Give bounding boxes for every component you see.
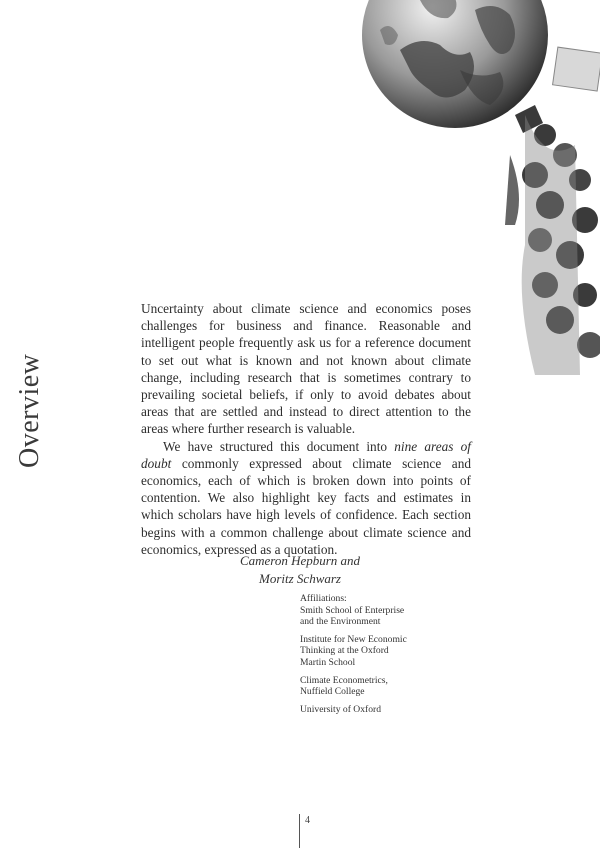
author-line: Moritz Schwarz: [259, 570, 341, 586]
page-number: 4: [305, 815, 310, 826]
author-names: [200, 552, 400, 587]
intro-paragraph: Uncertainty about climate science and economics poses challenges for business and finance. Reasonable and intelligent people frequently ask us for a reference document to set out what is known and not known about climate change, including research that is sometimes contrary to prevailing societal beliefs, if only to avoid debates about areas that are settled and instead to direct attention to the areas where further research is valuable.: [141, 301, 471, 437]
crowd-image: [505, 45, 600, 375]
author-line: Cameron Hepburn and: [239, 553, 361, 568]
affiliation-item: Smith School of Enterprise and the Environment: [300, 604, 405, 628]
affiliations-label: Affiliations:: [300, 593, 347, 604]
emphasis-nine-areas: nine areas of doubt: [141, 438, 471, 471]
affiliation-item: University of Oxford: [300, 703, 381, 715]
section-heading: Overview: [14, 353, 45, 468]
page-number-rule: [299, 814, 300, 848]
affiliation-item: Institute for New Economic Thinking at the Oxford Martin School: [300, 633, 407, 668]
affiliations: [300, 593, 470, 721]
structure-paragraph: We have structured this document into nine areas of doubt commonly expressed about climate science and economics, each of which is broken down into points of contention. We also highlight key facts and estimates in which scholars have high levels of confidence. Each section begins with a common challenge about climate science and economics, expressed as a quotation.: [141, 438, 471, 557]
affiliation-item: Climate Econometrics, Nuffield College: [300, 674, 388, 698]
overview-body: [141, 300, 471, 558]
